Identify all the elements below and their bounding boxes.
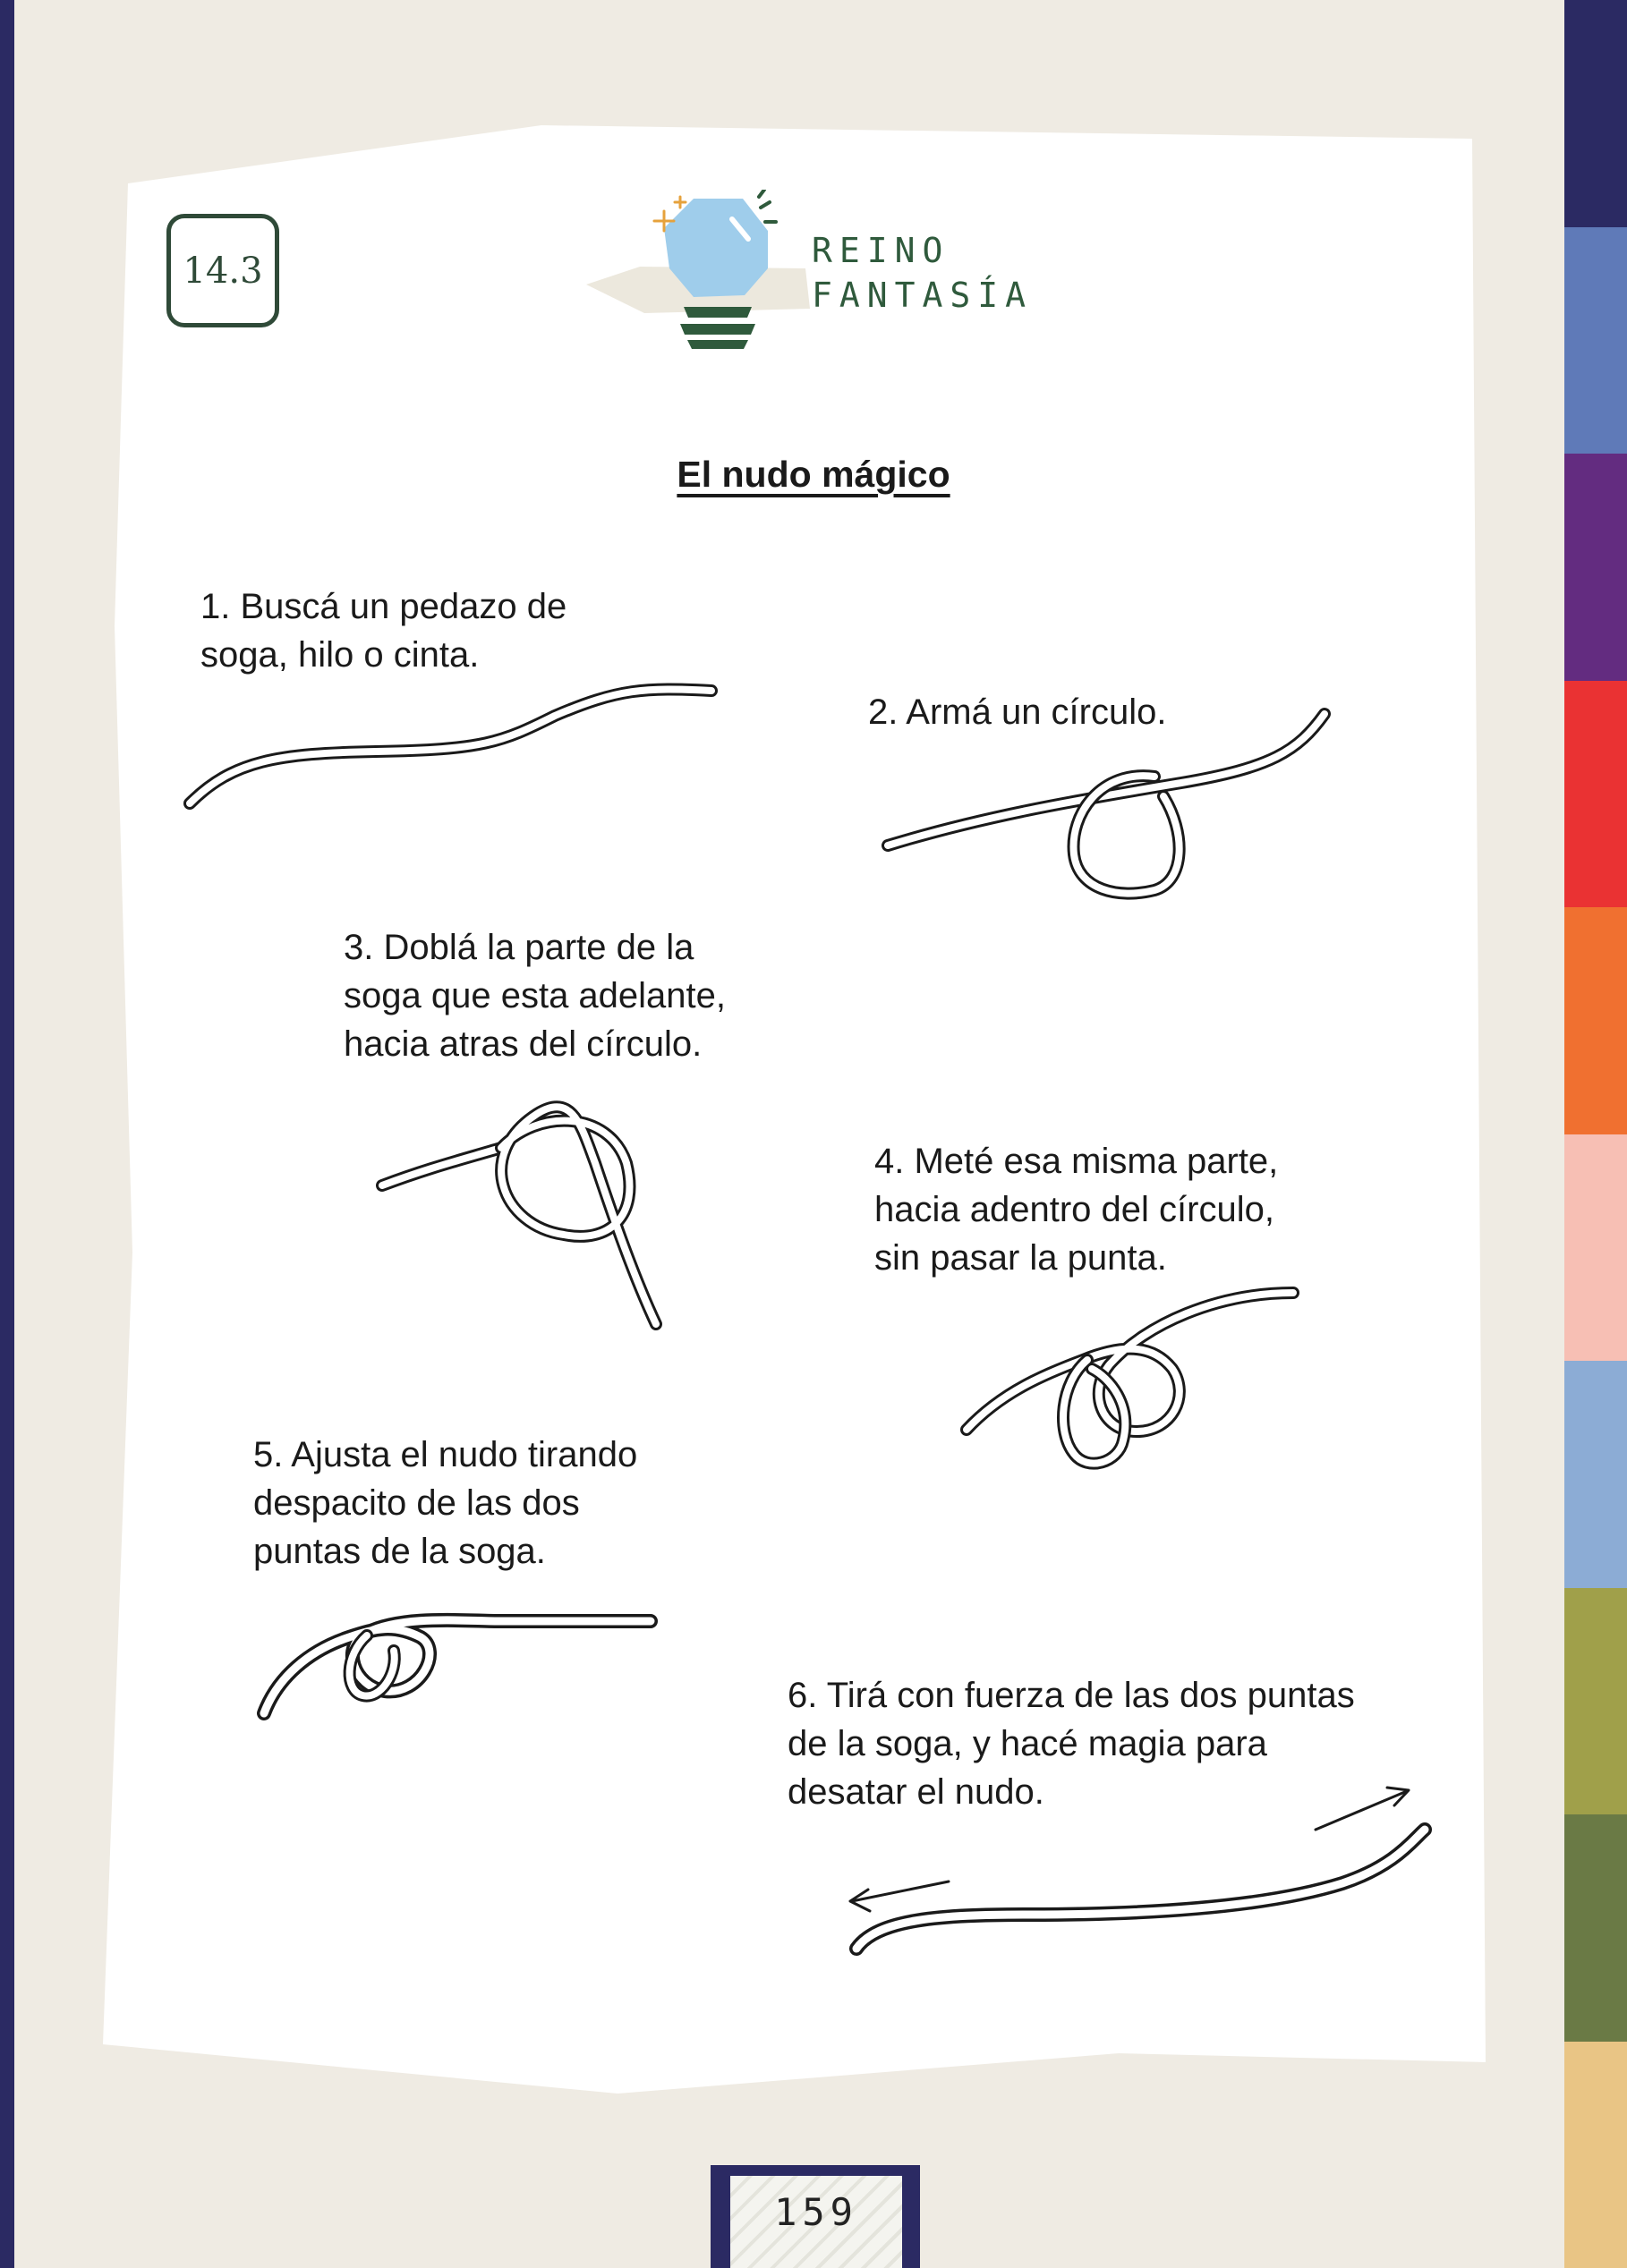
step-2-text: 2. Armá un círculo. xyxy=(868,692,1167,732)
step-4-text: 4. Meté esa misma parte, hacia adentro del círculo, sin pasar la punta. xyxy=(874,1142,1279,1278)
step-6-text: 6. Tirá con fuerza de las dos puntas de la soga, y hacé magia para desatar el nudo. xyxy=(788,1676,1355,1812)
step-5-text: 5. Ajusta el nudo tirando despacito de las dos puntas de la soga. xyxy=(253,1435,638,1571)
step-1-text: 1. Buscá un pedazo de soga, hilo o cinta. xyxy=(200,587,567,675)
step-3-text: 3. Doblá la parte de la soga que esta adelante, hacia atras del círculo. xyxy=(344,928,727,1064)
page-number: 159 xyxy=(774,2190,858,2234)
activity-title: El nudo mágico xyxy=(677,454,950,495)
section-logo-text: REINO FANTASÍA xyxy=(812,231,1034,315)
chapter-badge: 14.3 xyxy=(166,214,279,327)
